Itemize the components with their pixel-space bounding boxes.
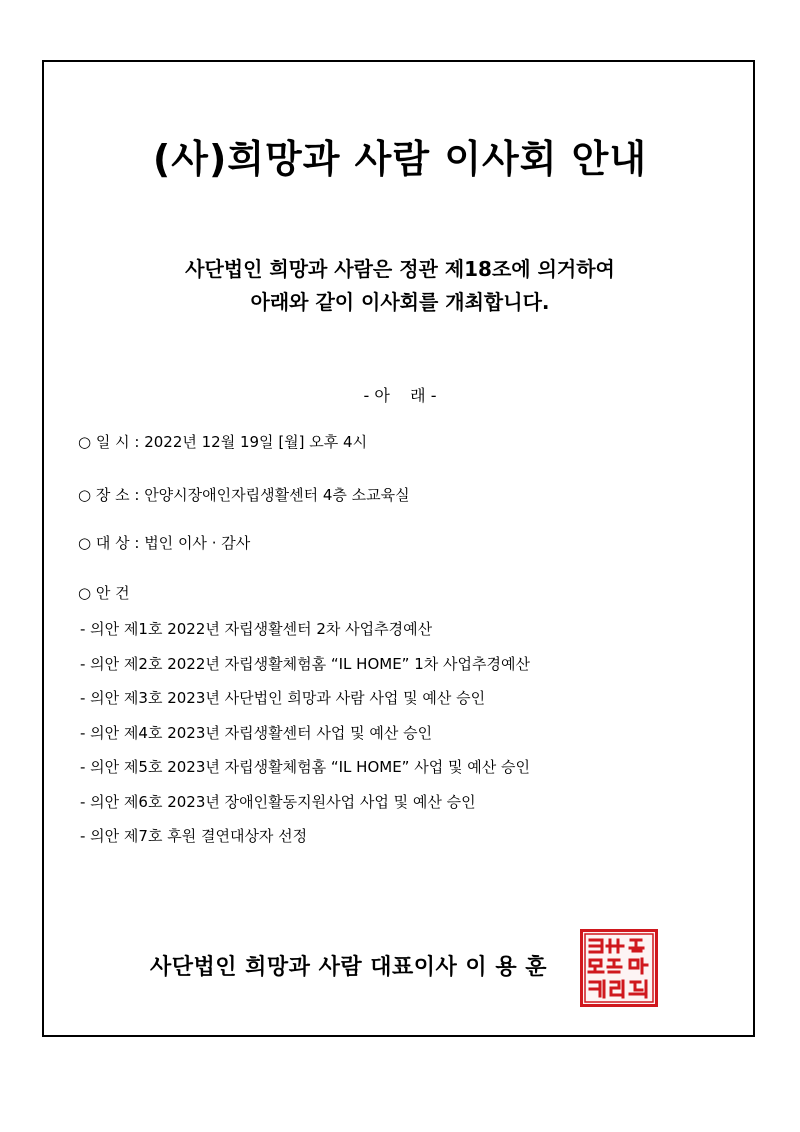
signature-line: 사단법인 희망과 사람 대표이사 이 용 훈: [150, 955, 547, 980]
agenda-item-5: - 의안 제5호 2023년 자립생활체험홈 “IL HOME” 사업 및 예산 승인: [80, 758, 530, 776]
agenda-item-7: - 의안 제7호 후원 결연대상자 선정: [80, 827, 308, 845]
agenda-heading: ○ 안 건: [78, 584, 130, 602]
page-title: (사)희망과 사람 이사회 안내: [152, 137, 648, 181]
agenda-item-6: - 의안 제6호 2023년 장애인활동지원사업 사업 및 예산 승인: [80, 792, 476, 811]
agenda-item-2: - 의안 제2호 2022년 자립생활체험홈 “IL HOME” 1차 사업추경예산: [80, 654, 530, 673]
agenda-list: [80, 618, 530, 860]
seal-glyphs: [583, 932, 655, 1004]
intro-line-2: 아래와 같이 이사회를 개최합니다.: [250, 290, 550, 314]
red-seal-icon: [580, 929, 658, 1007]
agenda-item-3: - 의안 제3호 2023년 사단법인 희망과 사람 사업 및 예산 승인: [80, 689, 486, 707]
intro-line-1: 사단법인 희망과 사람은 정관 제18조에 의거하여: [185, 257, 615, 281]
meeting-date: ○ 일 시 : 2022년 12월 19일 [월] 오후 4시: [78, 433, 368, 451]
meeting-place: ○ 장 소 : 안양시장애인자립생활센터 4층 소교육실: [78, 486, 410, 504]
agenda-item-1: - 의안 제1호 2022년 자립생활센터 2차 사업추경예산: [80, 620, 433, 638]
section-heading: - 아 래 -: [363, 386, 437, 405]
agenda-item-4: - 의안 제4호 2023년 자립생활센터 사업 및 예산 승인: [80, 723, 433, 742]
meeting-attendees: ○ 대 상 : 법인 이사 · 감사: [78, 534, 251, 552]
